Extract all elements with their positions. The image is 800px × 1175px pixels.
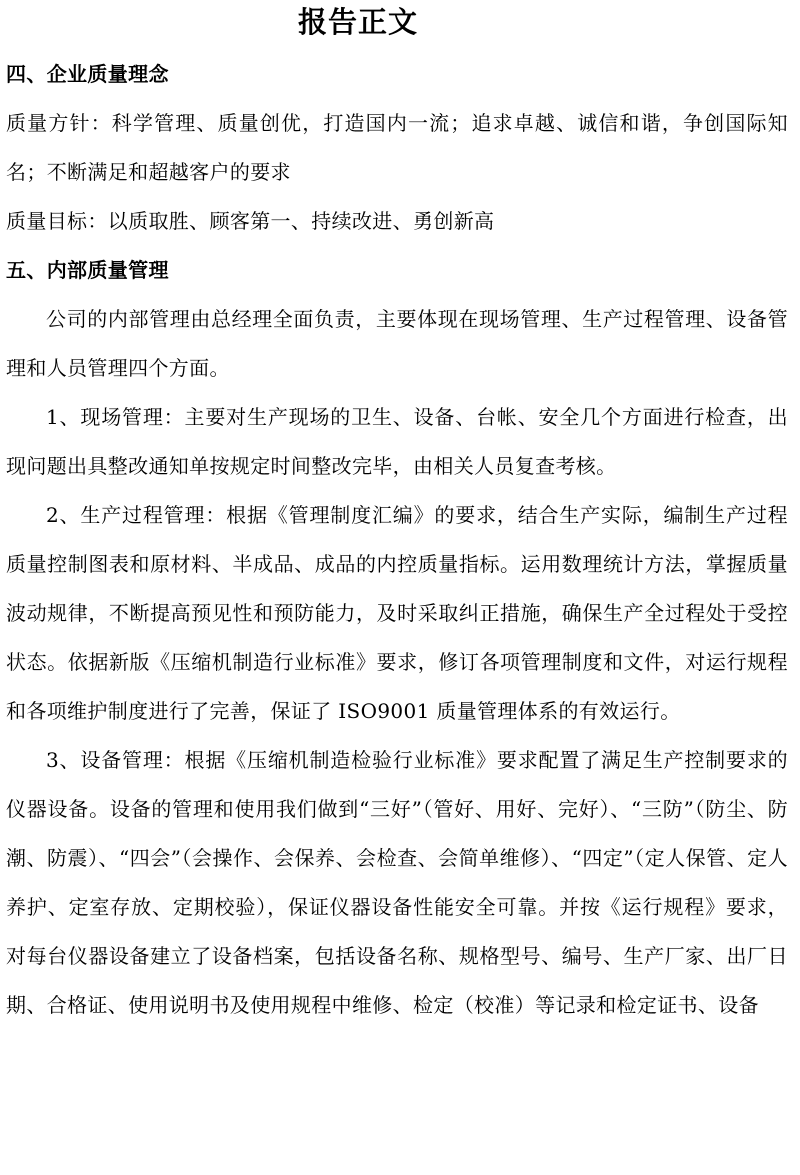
quality-goal-paragraph: 质量目标：以质取胜、顾客第一、持续改进、勇创新高 — [6, 209, 495, 233]
document-body — [6, 50, 788, 1030]
production-process-paragraph: 2、生产过程管理：根据《管理制度汇编》的要求，结合生产实际，编制生产过程质量控制图表和原材料、半成品、成品的内控质量指标。运用数理统计方法，掌握质量波动规律，不断提高预见性和预防能力，及时采取纠正措施，确保生产全过程处于受控状态。依据新版《压缩机制造行业标准》要求，修订各项管理制度和文件，对运行规程和各项维护制度进行了完善，保证了 ISO9001 质量管理体系的有效运行。 — [6, 503, 788, 723]
site-management-paragraph: 1、现场管理：主要对生产现场的卫生、设备、台帐、安全几个方面进行检查，出现问题出具整改通知单按规定时间整改完毕，由相关人员复查考核。 — [6, 405, 788, 478]
section-heading-quality-concept: 四、企业质量理念 — [6, 62, 169, 86]
equipment-management-paragraph: 3、设备管理：根据《压缩机制造检验行业标准》要求配置了满足生产控制要求的仪器设备。设备的管理和使用我们做到“三好”（管好、用好、完好）、“三防”（防尘、防潮、防震）、“四会”（会操作、会保养、会检查、会简单维修）、“四定”（定人保管、定人养护、定室存放、定期校验），保证仪器设备性能安全可靠。并按《运行规程》要求，对每台仪器设备建立了设备档案，包括设备名称、规格型号、编号、生产厂家、出厂日期、合格证、使用说明书及使用规程中维修、检定（校准）等记录和检定证书、设备 — [6, 748, 788, 1017]
page-title: 报告正文 — [297, 5, 418, 39]
internal-management-intro-paragraph: 公司的内部管理由总经理全面负责，主要体现在现场管理、生产过程管理、设备管理和人员管理四个方面。 — [6, 307, 788, 380]
section-heading-internal-management: 五、内部质量管理 — [6, 258, 169, 282]
quality-policy-paragraph: 质量方针：科学管理、质量创优，打造国内一流；追求卓越、诚信和谐，争创国际知名；不断满足和超越客户的要求 — [6, 111, 788, 184]
